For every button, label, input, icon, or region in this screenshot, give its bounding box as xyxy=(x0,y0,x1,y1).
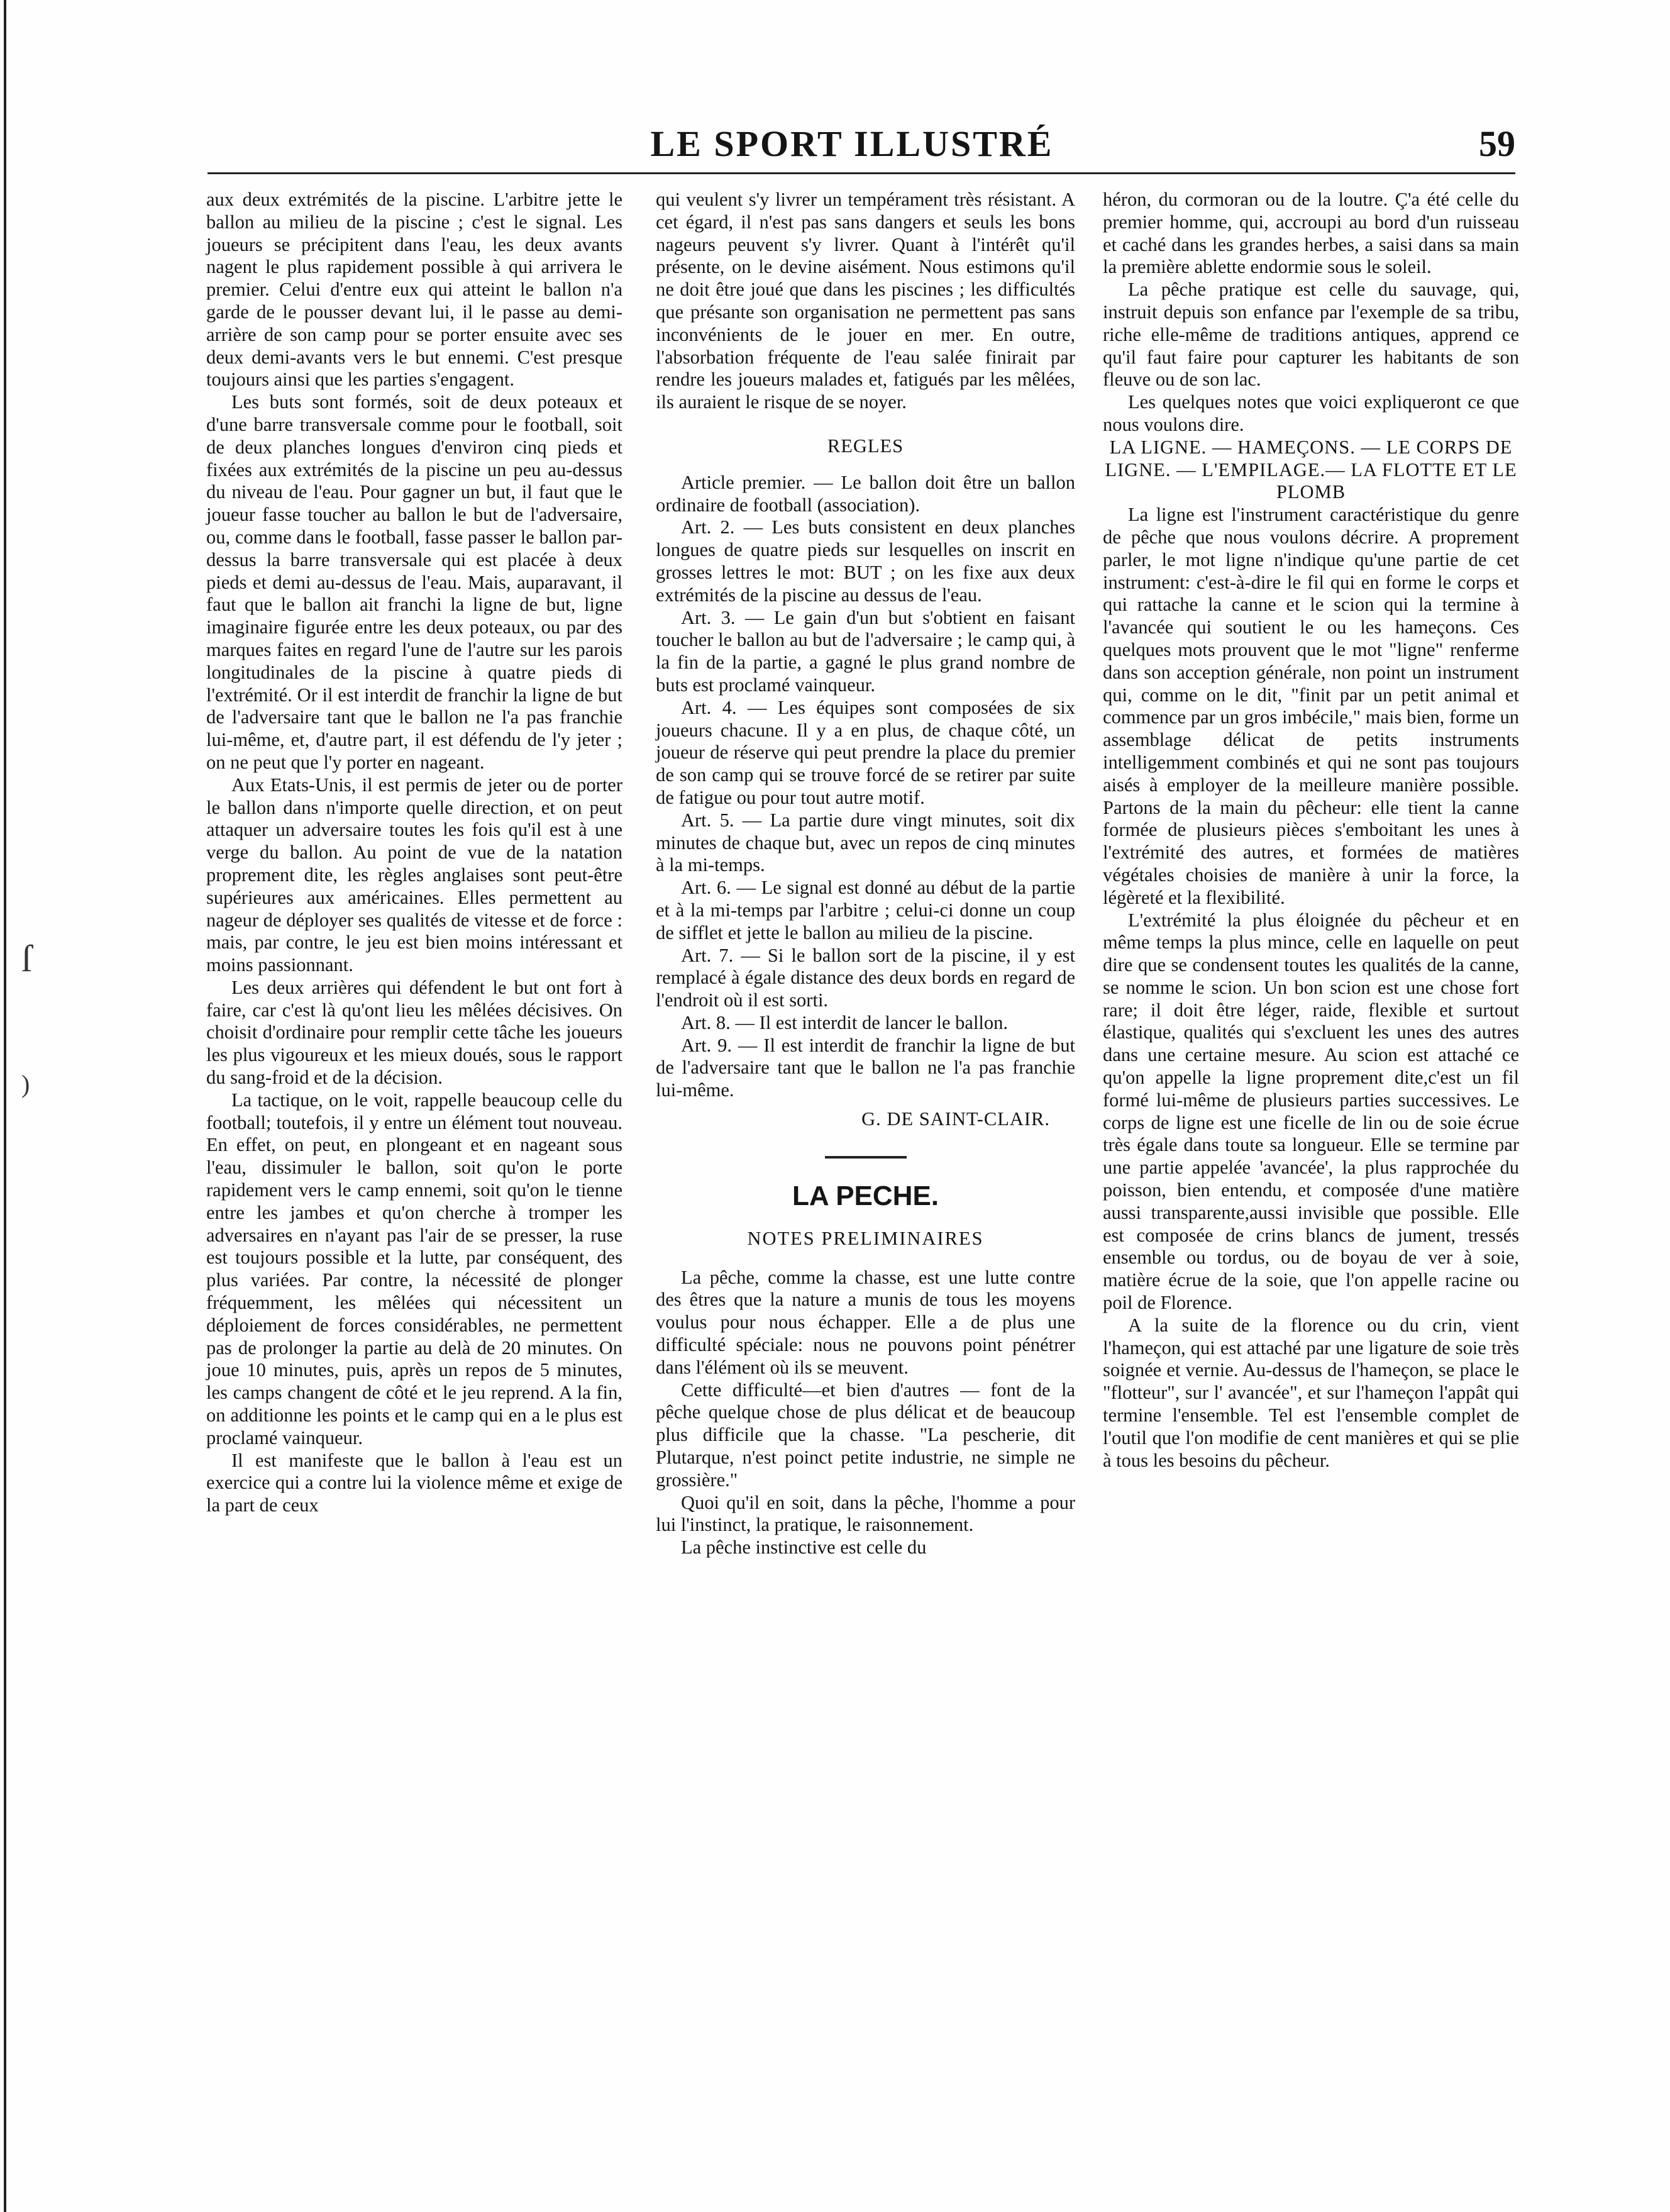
paragraph: Cette difficulté—et bien d'autres — font de la pêche quelque chose de plus délicat et de beaucoup plus difficile que la chasse. "La pescherie, dit Plutarque, n'est poinct petite industrie, ne simple ne grossière." xyxy=(656,1379,1075,1491)
paragraph: La pêche pratique est celle du sauvage, qui, instruit depuis son enfance par l'exemple de sa tribu, riche elle-même de traditions antiques, apprend ce qu'il faut faire pour capturer les habitants de son fleuve ou de son lac. xyxy=(1103,279,1519,391)
paragraph: Quoi qu'il en soit, dans la pêche, l'homme a pour lui l'instinct, la pratique, le raisonnement. xyxy=(656,1491,1075,1536)
paragraph: La tactique, on le voit, rappelle beaucoup celle du football; toutefois, il y entre un élément tout nouveau. En effet, on peut, en plongeant et en nageant sous l'eau, dissimuler le ballon, soit qu'on le porte rapidement vers le camp ennemi, soit qu'on le tienne entre les jambes et qu'on cherche à tromper les adversaires en n'ayant pas l'air de se presser, la ruse est toujours possible et la lutte, par conséquent, des plus variées. Par contre, la nécessité de plonger fréquemment, les mêlées qui nécessitent un déploiement de forces considérables, ne permettent pas de prolonger la partie au delà de 20 minutes. On joue 10 minutes, puis, après un repos de 5 minutes, les camps changent de côté et le jeu reprend. A la fin, on additionne les points et le camp qui en a le plus est proclamé vainqueur. xyxy=(206,1089,622,1448)
paragraph: L'extrémité la plus éloignée du pêcheur et en même temps la plus mince, celle en laquelle on peut dire que se condensent toutes les qualités de la canne, se nomme le scion. Un bon scion est une chose fort rare; il doit être léger, raide, flexible et surtout élastique, qualités qui s'excluent les unes des autres dans une certaine mesure. Au scion est attaché ce qu'on appelle la ligne proprement dite,c'est un fil formé lui-même de plusieurs parties successives. Le corps de ligne est une ficelle de lin ou de soie écrue très égale dans toute sa longueur. Elle se termine par une partie appelée 'avancée', la plus rapprochée du poisson, bien entendu, et composée d'une matière aussi transparente,aussi invisible que possible. Elle est composée de crins blancs de jument, tressés ensemble ou tordus, ou de boyau de ver à soie, matière écrue de la soie, que l'on appelle racine ou poil de Florence. xyxy=(1103,909,1519,1314)
paragraph: Art. 2. — Les buts consistent en deux planches longues de quatre pieds sur lesquelles on inscrit en grosses lettres le mot: BUT ; on les fixe aux deux extrémités de la piscine au dessus de l'eau. xyxy=(656,516,1075,606)
paragraph: Art. 8. — Il est interdit de lancer le ballon. xyxy=(681,1011,1009,1033)
running-title: LE SPORT ILLUSTRÉ xyxy=(650,123,1054,164)
paragraph: Art. 5. — La partie dure vingt minutes, soit dix minutes de chaque but, avec un repos de cinq minutes à la mi-temps. xyxy=(656,809,1075,876)
binding-mark: ſ xyxy=(21,938,32,979)
paragraph: Les quelques notes que voici expliqueront ce que nous voulons dire. xyxy=(1103,391,1519,435)
column-2 xyxy=(656,189,1075,1559)
paragraph: A la suite de la florence ou du crin, vient l'hameçon, qui est attaché par une ligature de soie très soignée et vernie. Au-dessus de l'hameçon, se place le "flotteur", sur l' avancée", et sur l'hameçon l'appât qui termine l'ensemble. Tel est l'ensemble complet de l'outil que l'on modifie de cent manières et qui se plie à tous les besoins du pêcheur. xyxy=(1103,1314,1519,1471)
binding-edge xyxy=(4,0,6,2212)
binding-mark: ) xyxy=(21,1070,30,1098)
paragraph: Art. 4. — Les équipes sont composées de six joueurs chacune. Il y a en plus, de chaque côté, un joueur de réserve qui peut prendre la place du premier de son camp qui se trouve forcé de se retirer par suite de fatigue ou pour tout autre motif. xyxy=(656,696,1075,808)
author-signature: G. DE SAINT-CLAIR. xyxy=(861,1108,1050,1130)
header-rule xyxy=(207,172,1515,174)
paragraph: qui veulent s'y livrer un tempérament très résistant. A cet égard, il n'est pas sans dangers et seuls les bons nageurs peuvent s'y livrer. Quant à l'intérêt qu'il présente, on le devine aisément. Nous estimons qu'il ne doit être joué que dans les piscines ; les difficultés que présante son organisation ne permettent pas sans inconvénients de le jouer en mer. En outre, l'absorbation fréquente de l'eau salée finirait par rendre les joueurs malades et, fatigués par les mêlées, ils auraient le risque de se noyer. xyxy=(656,189,1075,413)
paragraph: La ligne est l'instrument caractéristique du genre de pêche que nous voulons décrire. A proprement parler, le mot ligne n'indique qu'une partie de cet instrument: c'est-à-dire le fil qui en forme le corps et qui rattache la canne et le scion qui la termine à l'avancée qui soutient le ou les hameçons. Ces quelques mots prouvent que le mot "ligne" renferme dans son acception générale, non point un instrument qui, comme on le dit, "finit par un petit animal et commence par un gros imbécile," mais bien, forme un assemblage délicat de petits instruments intelligemment combinés et qui ne sont pas toujours aisés à employer de la meilleure manière possible. Partons de la main du pêcheur: elle tient la canne formée de plusieurs pièces s'emboitant les unes à l'extrémité des autres, et formées de matières végétales choisies de manière à unir la force, la légèreté et la flexibilité. xyxy=(1103,504,1519,908)
column-1 xyxy=(206,189,622,1517)
section-heading: REGLES xyxy=(827,435,904,457)
paragraph: La pêche instinctive est celle du xyxy=(681,1537,927,1559)
section-heading: LA LIGNE. — HAMEÇONS. — LE CORPS DE LIGNE. — L'EMPILAGE.— LA FLOTTE ET LE PLOMB xyxy=(1105,436,1517,503)
paragraph: héron, du cormoran ou de la loutre. Ç'a été celle du premier homme, qui, accroupi au bord d'un ruisseau et caché dans les grandes herbes, a saisi dans sa main la première ablette endormie sous le soleil. xyxy=(1103,189,1519,278)
paragraph: Art. 3. — Le gain d'un but s'obtient en faisant toucher le ballon au but de l'adversaire ; le camp qui, à la fin de la partie, a gagné le plus grand nombre de buts est proclamé vainqueur. xyxy=(656,606,1075,696)
paragraph: Il est manifeste que le ballon à l'eau est un exercice qui a contre lui la violence même et exige de la part de ceux xyxy=(206,1449,622,1516)
article-subtitle: NOTES PRELIMINAIRES xyxy=(747,1227,984,1249)
page-number: 59 xyxy=(1479,123,1515,164)
paragraph: Art. 7. — Si le ballon sort de la piscine, il y est remplacé à égale distance des deux bords en regard de l'endroit où il est sorti. xyxy=(656,944,1075,1011)
article-title: LA PECHE. xyxy=(792,1180,939,1211)
section-divider xyxy=(825,1156,907,1159)
paragraph: Les deux arrières qui défendent le but ont fort à faire, car c'est là qu'ont lieu les mêlées décisives. On choisit d'ordinaire pour remplir cette tâche les joueurs les plus vigoureux et les mieux doués, sous le rapport du sang-froid et de la décision. xyxy=(206,976,622,1089)
paragraph: Les buts sont formés, soit de deux poteaux et d'une barre transversale comme pour le football, soit de deux planches longues d'environ cinq pieds et fixées aux extrémités de la piscine un peu au-dessus du niveau de l'eau. Pour gagner un but, il faut que le joueur fasse toucher au ballon le but de l'adversaire, ou, comme dans le football, fasse passer le ballon par-dessus la barre transversale qui est placée à deux pieds et demi au-dessus de l'eau. Mais, auparavant, il faut que le ballon ait franchi la ligne de but, ligne imaginaire figurée entre les deux poteaux, ou par des marques faites en regard l'une de l'autre sur les parois longitudinales de la piscine à quatre pieds di l'extrémité. Or il est interdit de franchir la ligne de but de l'adversaire tant que le ballon ne l'a pas franchie lui-même, et, d'autre part, il est défendu de l'y jeter ; on ne peut que l'y porter en nageant. xyxy=(206,391,622,773)
paragraph: La pêche, comme la chasse, est une lutte contre des êtres que la nature a munis de tous les moyens voulus pour nous échapper. Elle a de plus une difficulté spéciale: nous ne pouvons point pénétrer dans l'élément où ils se meuvent. xyxy=(656,1266,1075,1378)
paragraph: Art. 6. — Le signal est donné au début de la partie et à la mi-temps par l'arbitre ; celui-ci donne un coup de sifflet et jette le ballon au milieu de la piscine. xyxy=(656,877,1075,943)
paragraph: aux deux extrémités de la piscine. L'arbitre jette le ballon au milieu de la piscine ; c'est le signal. Les joueurs se précipitent dans l'eau, les deux avants nagent le plus rapidement possible à qui arrivera le premier. Celui d'entre eux qui atteint le ballon n'a garde de le pousser devant lui, il le passe au demi-arrière de son camp pour se porter ensuite avec ses deux demi-avants vers le but ennemi. C'est presque toujours ainsi que les parties s'engagent. xyxy=(206,189,622,391)
paragraph: Article premier. — Le ballon doit être un ballon ordinaire de football (association). xyxy=(656,471,1075,516)
page-header xyxy=(207,119,1515,176)
paragraph: Art. 9. — Il est interdit de franchir la ligne de but de l'adversaire tant que le ballon ne l'a pas franchie lui-même. xyxy=(656,1034,1075,1101)
column-3 xyxy=(1103,189,1519,1472)
paragraph: Aux Etats-Unis, il est permis de jeter ou de porter le ballon dans n'importe quelle direction, et on peut attaquer un adversaire toutes les fois qu'il est à une verge du ballon. Au point de vue de la natation proprement dite, les règles anglaises sont peut-être supérieures aux américaines. Elles permettent au nageur de déployer ses qualités de vitesse et de force : mais, par contre, le jeu est bien moins intéressant et moins passionnant. xyxy=(206,774,622,976)
